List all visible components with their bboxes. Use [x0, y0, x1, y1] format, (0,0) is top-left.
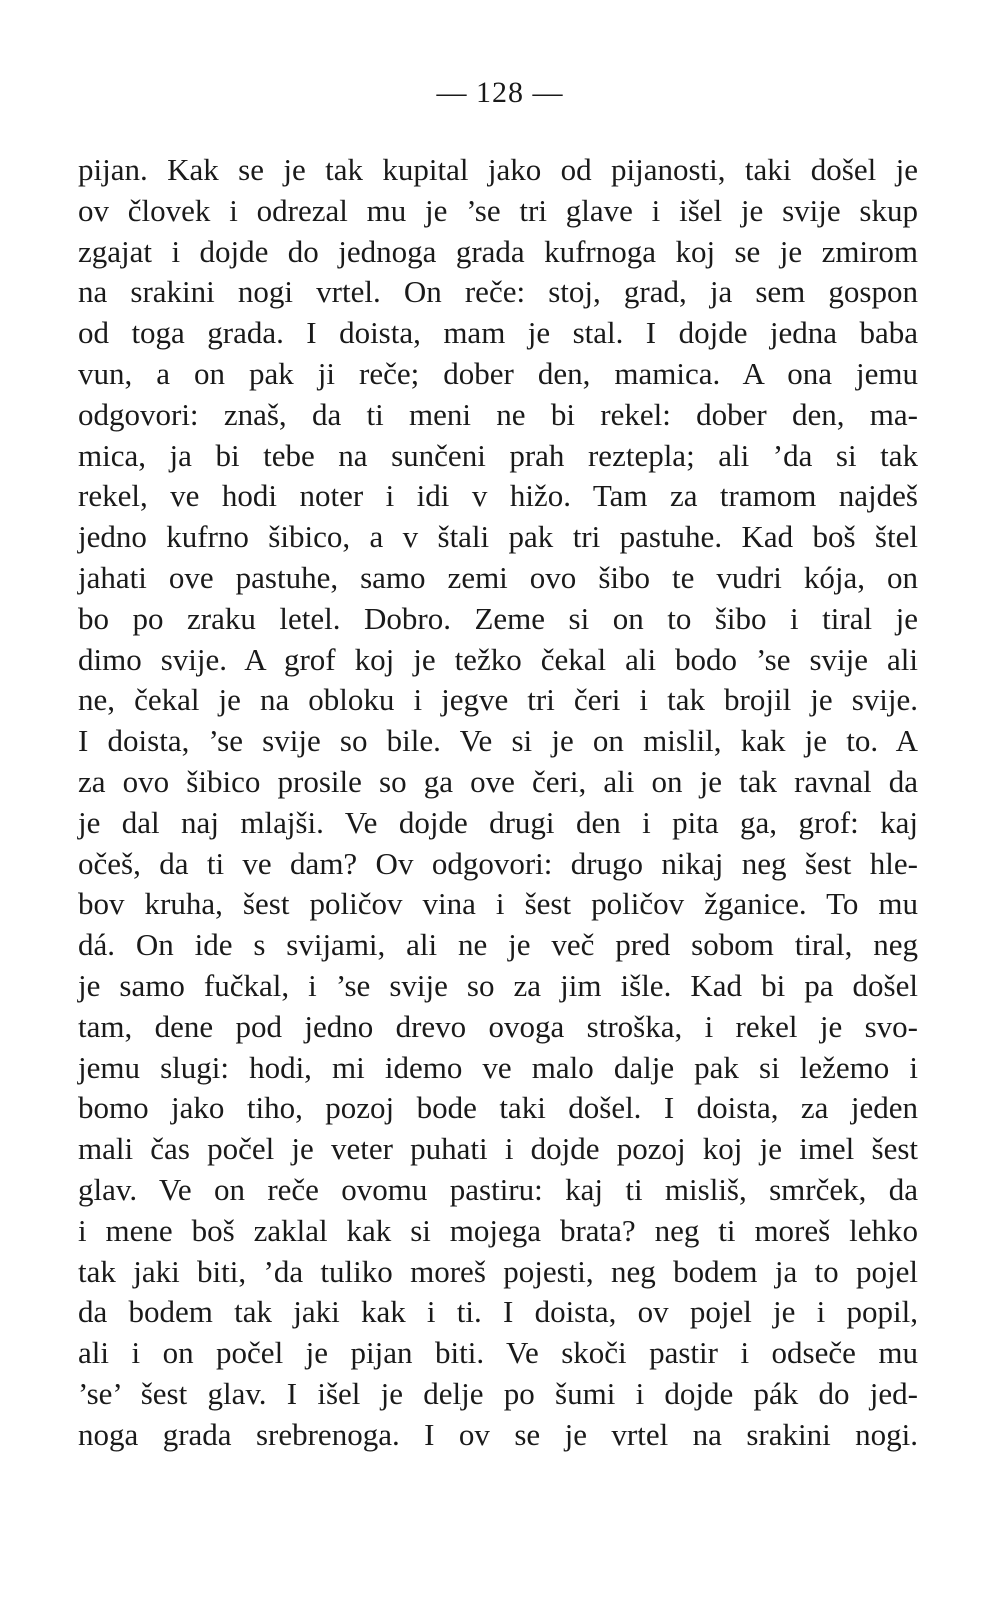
text-line: glav. Ve on reče ovomu pastiru: kaj ti misliš, smrček, da [78, 1171, 918, 1207]
text-line: zgajat i dojde do jednoga grada kufrnoga koj se je zmirom [78, 233, 918, 269]
text-line: rekel, ve hodi noter i idi v hižo. Tam za tramom najdeš [78, 478, 918, 514]
text-line: za ovo šibico prosile so ga ove čeri, ali on je tak ravnal da [78, 763, 918, 799]
text-line: I doista, ’se svije so bile. Ve si je on mislil, kak je to. A [78, 723, 918, 759]
text-line: jemu slugi: hodi, mi idemo ve malo dalje pak si ležemo i [78, 1049, 918, 1085]
text-line: ne, čekal je na obloku i jegve tri čeri i tak brojil je svije. [78, 682, 918, 718]
text-line: mica, ja bi tebe na sunčeni prah reztepla; ali ’da si tak [78, 437, 918, 473]
text-line: bomo jako tiho, pozoj bode taki došel. I doista, za jeden [78, 1090, 918, 1126]
text-line: tam, dene pod jedno drevo ovoga stroška, i rekel je svo- [78, 1008, 918, 1044]
text-line: na srakini nogi vrtel. On reče: stoj, grad, ja sem gospon [78, 274, 918, 310]
text-line: tak jaki biti, ’da tuliko moreš pojesti, neg bodem ja to pojel [78, 1253, 918, 1289]
text-line: jahati ove pastuhe, samo zemi ovo šibo te vudri kója, on [78, 559, 918, 595]
text-line: bo po zraku letel. Dobro. Zeme si on to šibo i tiral je [78, 600, 918, 636]
body-text [78, 150, 918, 1456]
text-line: dá. On ide s svijami, ali ne je več pred sobom tiral, neg [78, 927, 918, 963]
page-number: — 128 — [436, 76, 564, 109]
text-line: jedno kufrno šibico, a v štali pak tri pastuhe. Kad boš štel [78, 519, 918, 555]
text-line: ’se’ šest glav. I išel je delje po šumi i dojde pák do jed- [78, 1375, 918, 1411]
text-line: očeš, da ti ve dam? Ov odgovori: drugo nikaj neg šest hle- [78, 845, 918, 881]
text-line: noga grada srebrenoga. I ov se je vrtel na srakini nogi. [78, 1416, 918, 1452]
text-line: pijan. Kak se je tak kupital jako od pijanosti, taki došel je [78, 152, 918, 187]
text-line: ali i on počel je pijan biti. Ve skoči pastir i odseče mu [78, 1335, 918, 1371]
text-line: je samo fučkal, i ’se svije so za jim išle. Kad bi pa došel [78, 967, 918, 1003]
text-line: odgovori: znaš, da ti meni ne bi rekel: dober den, ma- [78, 396, 918, 432]
text-line: mali čas počel je veter puhati i dojde pozoj koj je imel šest [78, 1131, 918, 1167]
text-line: bov kruha, šest poličov vina i šest poličov žganice. To mu [78, 886, 918, 922]
text-line: od toga grada. I doista, mam je stal. I dojde jedna baba [78, 315, 918, 351]
text-line: je dal naj mlajši. Ve dojde drugi den i pita ga, grof: kaj [78, 804, 918, 840]
text-line: i mene boš zaklal kak si mojega brata? neg ti moreš lehko [78, 1212, 918, 1248]
text-line: da bodem tak jaki kak i ti. I doista, ov pojel je i popil, [78, 1294, 918, 1330]
text-line: vun, a on pak ji reče; dober den, mamica. A ona jemu [78, 355, 918, 391]
text-line: ov človek i odrezal mu je ’se tri glave i išel je svije skup [78, 192, 918, 228]
text-line: dimo svije. A grof koj je težko čekal ali bodo ’se svije ali [78, 641, 918, 677]
